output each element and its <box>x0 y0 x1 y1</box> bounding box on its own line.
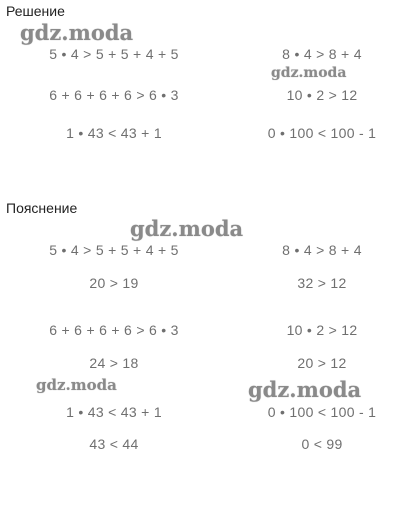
solution-heading: Решение <box>6 3 65 19</box>
solution-expr: 10 • 2 > 12 <box>286 87 358 103</box>
solution-expr: 0 • 100 < 100 - 1 <box>267 125 377 141</box>
explanation-heading: Пояснение <box>6 200 78 216</box>
explanation-expr: 0 • 100 < 100 - 1 <box>267 404 377 420</box>
solution-expr: 6 + 6 + 6 + 6 > 6 • 3 <box>49 87 179 103</box>
explanation-expr: 8 • 4 > 8 + 4 <box>282 242 362 258</box>
explanation-result: 32 > 12 <box>297 275 347 291</box>
explanation-expr: 6 + 6 + 6 + 6 > 6 • 3 <box>49 322 179 338</box>
watermark: gdz.moda <box>271 65 347 81</box>
explanation-result: 24 > 18 <box>89 355 139 371</box>
watermark: gdz.moda <box>248 377 362 402</box>
explanation-result: 20 > 12 <box>297 355 347 371</box>
solution-expr: 8 • 4 > 8 + 4 <box>282 46 362 62</box>
watermark: gdz.moda <box>130 216 244 241</box>
explanation-expr: 5 • 4 > 5 + 5 + 4 + 5 <box>49 242 179 258</box>
watermark: gdz.moda <box>36 376 117 394</box>
explanation-result: 0 < 99 <box>301 436 343 452</box>
solution-expr: 1 • 43 < 43 + 1 <box>66 125 162 141</box>
solution-expr: 5 • 4 > 5 + 5 + 4 + 5 <box>49 46 179 62</box>
explanation-result: 43 < 44 <box>89 436 139 452</box>
explanation-expr: 10 • 2 > 12 <box>286 322 358 338</box>
explanation-result: 20 > 19 <box>89 275 139 291</box>
explanation-expr: 1 • 43 < 43 + 1 <box>66 404 162 420</box>
watermark: gdz.moda <box>20 20 134 45</box>
